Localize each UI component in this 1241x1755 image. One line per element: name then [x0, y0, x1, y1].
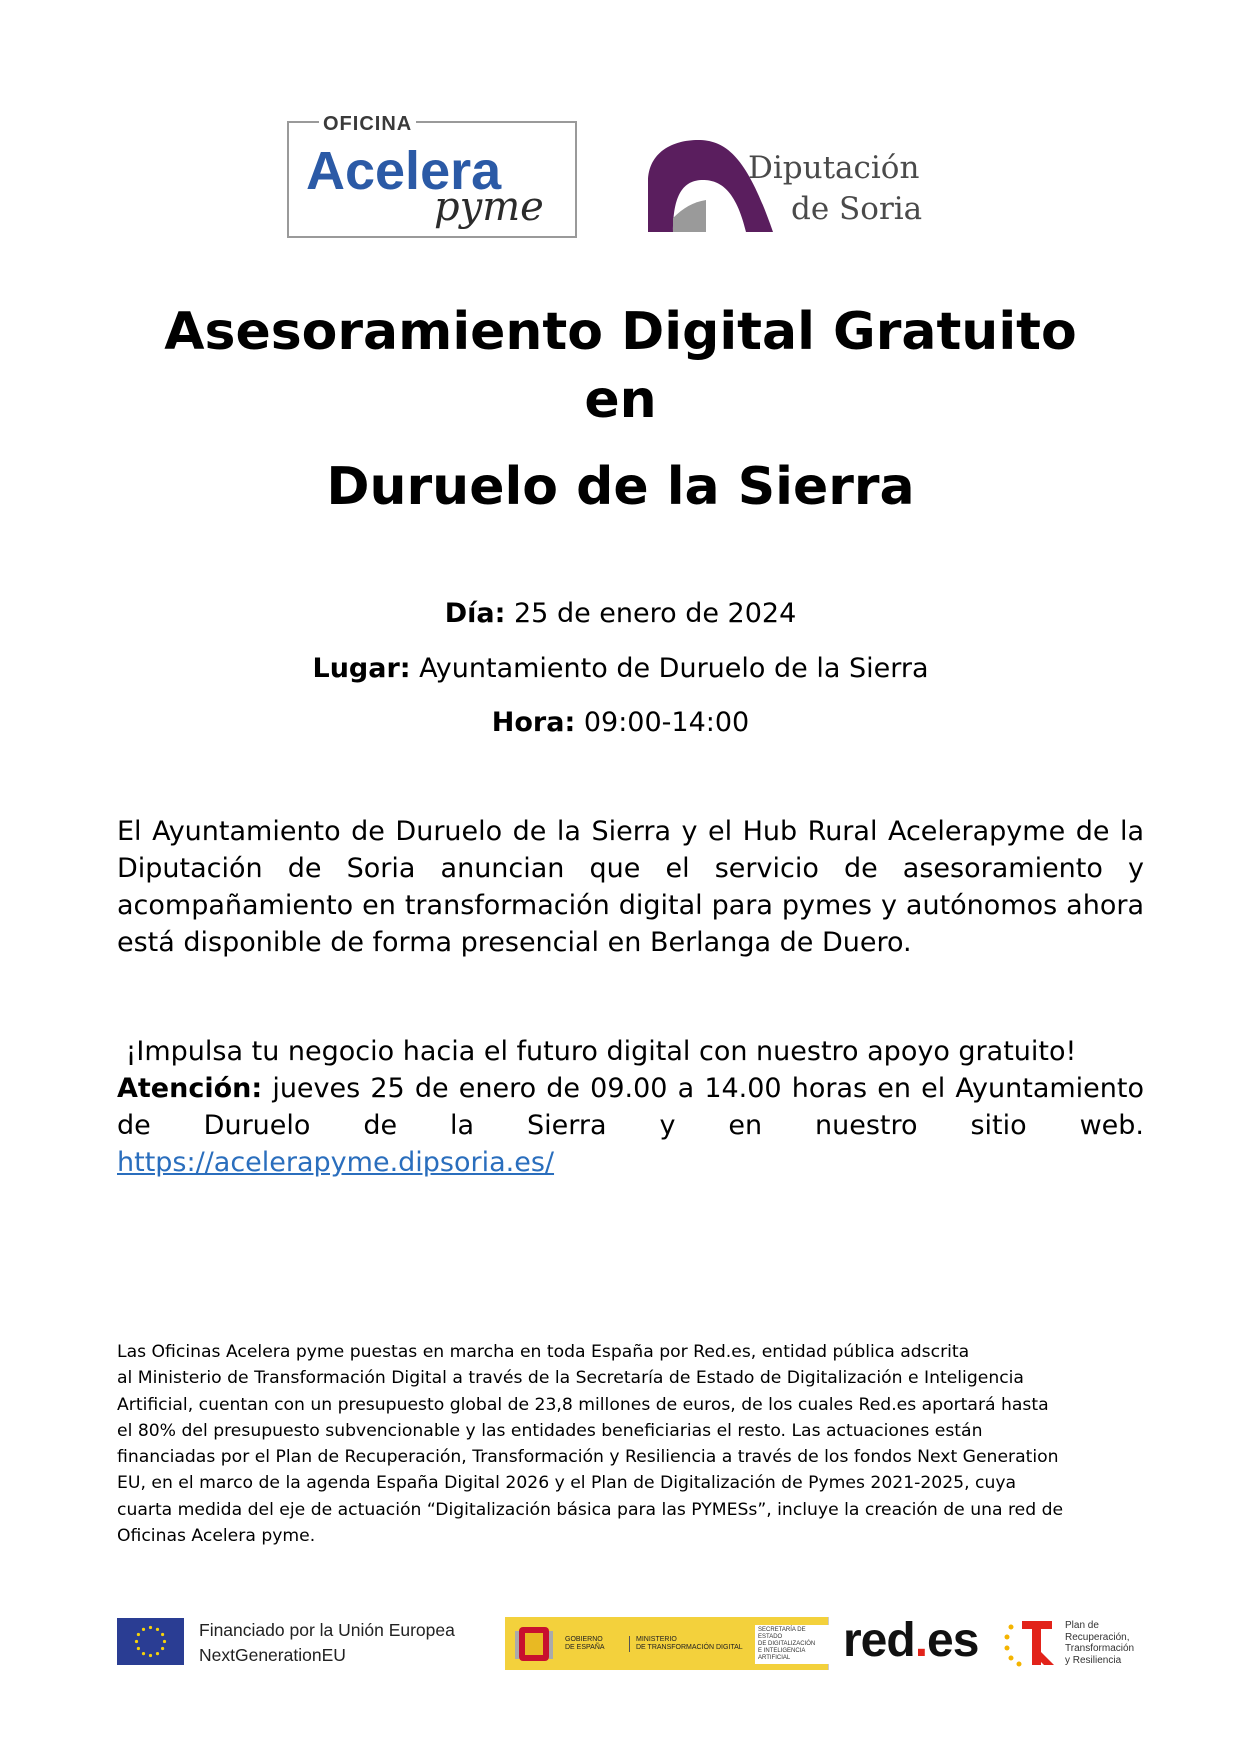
plan-line3: Transformación	[1065, 1643, 1135, 1654]
fine-print-line: cuarta medida del eje de actuación “Digitalización básica para las PYMESs”, incluye la creación de una red de	[117, 1499, 1064, 1520]
plan-line4: y Resiliencia	[1065, 1654, 1122, 1666]
page-title-line1: Asesoramiento Digital Gratuito	[164, 302, 1077, 362]
secretaria-estado-text	[755, 1625, 833, 1664]
body-paragraph-2-headline: ¡Impulsa tu negocio hacia el futuro digital con nuestro apoyo gratuito!	[117, 1036, 1077, 1067]
secretaria-line3: E INTELIGENCIA ARTIFICIAL	[758, 1648, 806, 1661]
fine-print-line: Oficinas Acelera pyme.	[117, 1526, 316, 1547]
redes-logo-dot: .	[914, 1614, 928, 1667]
info-dia	[0, 598, 1241, 630]
fine-print	[117, 1339, 1147, 1549]
info-lugar-value: Ayuntamiento de Duruelo de la Sierra	[410, 653, 929, 684]
gobierno-text	[565, 1636, 605, 1652]
ministerio-line2: DE TRANSFORMACIÓN DIGITAL	[636, 1644, 743, 1651]
eu-funding-line1: Financiado por la Unión Europea	[199, 1620, 455, 1640]
ministerio-text	[629, 1636, 743, 1652]
eu-funding-line2: NextGenerationEU	[199, 1645, 346, 1665]
plan-line2: Recuperación,	[1065, 1631, 1130, 1643]
acelerapyme-link[interactable]: https://acelerapyme.dipsoria.es/	[117, 1147, 555, 1178]
spain-coat-of-arms-icon	[515, 1623, 553, 1665]
fine-print-line: Las Oficinas Acelera pyme puestas en marcha en toda España por Red.es, entidad pública adscrita	[117, 1342, 970, 1362]
body-attention	[117, 1070, 1144, 1181]
plan-recuperacion-text	[1065, 1620, 1134, 1666]
diputacion-logo-line1: Diputación	[748, 150, 920, 186]
page-title-line2: en	[584, 370, 657, 430]
fine-print-line: financiadas por el Plan de Recuperación, Transformación y Resiliencia a través de los fondos Next Generation	[117, 1447, 1059, 1468]
plan-line1: Plan de	[1065, 1620, 1099, 1631]
info-hora-label: Hora:	[491, 707, 576, 738]
plan-recuperacion-icon	[1002, 1617, 1058, 1669]
info-lugar-label: Lugar:	[312, 653, 411, 684]
page-title-line3: Duruelo de la Sierra	[326, 457, 915, 517]
body-paragraph-2	[117, 1033, 1144, 1181]
attention-text: jueves 25 de enero de 09.00 a 14.00 horas en el Ayuntamiento de Duruelo de la Sierra y en nuestro sitio web.	[117, 1073, 1144, 1141]
gobierno-line1: GOBIERNO	[565, 1636, 603, 1643]
fine-print-line: EU, en el marco de la agenda España Digital 2026 y el Plan de Digitalización de Pymes 2021-2025, cuya	[117, 1473, 1017, 1494]
info-hora	[0, 707, 1241, 739]
info-dia-label: Día:	[444, 598, 506, 629]
info-dia-value: 25 de enero de 2024	[505, 598, 797, 629]
redes-logo-red: red	[843, 1614, 915, 1667]
secretaria-line1: SECRETARÍA DE ESTADO	[758, 1627, 806, 1640]
secretaria-line2: DE DIGITALIZACIÓN	[758, 1641, 816, 1647]
acelera-logo-pyme: pyme	[434, 184, 544, 230]
ministerio-line1: MINISTERIO	[636, 1636, 677, 1643]
info-hora-value: 09:00-14:00	[575, 707, 750, 738]
fine-print-line: Artificial, cuentan con un presupuesto global de 23,8 millones de euros, de los cuales Red.es aportará hasta	[117, 1394, 1049, 1415]
diputacion-logo-line2: de Soria	[791, 191, 923, 227]
fine-print-line: el 80% del presupuesto subvencionable y las entidades beneficiarias el resto. Las actuaciones están	[117, 1420, 983, 1441]
body-paragraph-1: El Ayuntamiento de Duruelo de la Sierra y el Hub Rural Acelerapyme de la Diputación de Soria anuncian que el servicio de asesoramiento y acompañamiento en transformación digital para pymes y autónomos ahora está disponible de forma presencial en Berlanga de Duero.	[117, 816, 1144, 958]
gobierno-line2: DE ESPAÑA	[565, 1644, 605, 1651]
acelera-logo-acelera: Acelera	[306, 141, 502, 201]
redes-logo	[843, 1613, 978, 1668]
fine-print-line: al Ministerio de Transformación Digital a través de la Secretaría de Estado de Digitalización e Inteligencia	[117, 1368, 1024, 1389]
acelera-pyme-logo	[287, 113, 577, 238]
eu-flag-icon	[117, 1618, 184, 1665]
info-lugar	[0, 653, 1241, 685]
redes-logo-es: es	[927, 1614, 979, 1667]
acelera-logo-oficina: OFICINA	[319, 113, 416, 136]
attention-label: Atención:	[117, 1073, 263, 1104]
